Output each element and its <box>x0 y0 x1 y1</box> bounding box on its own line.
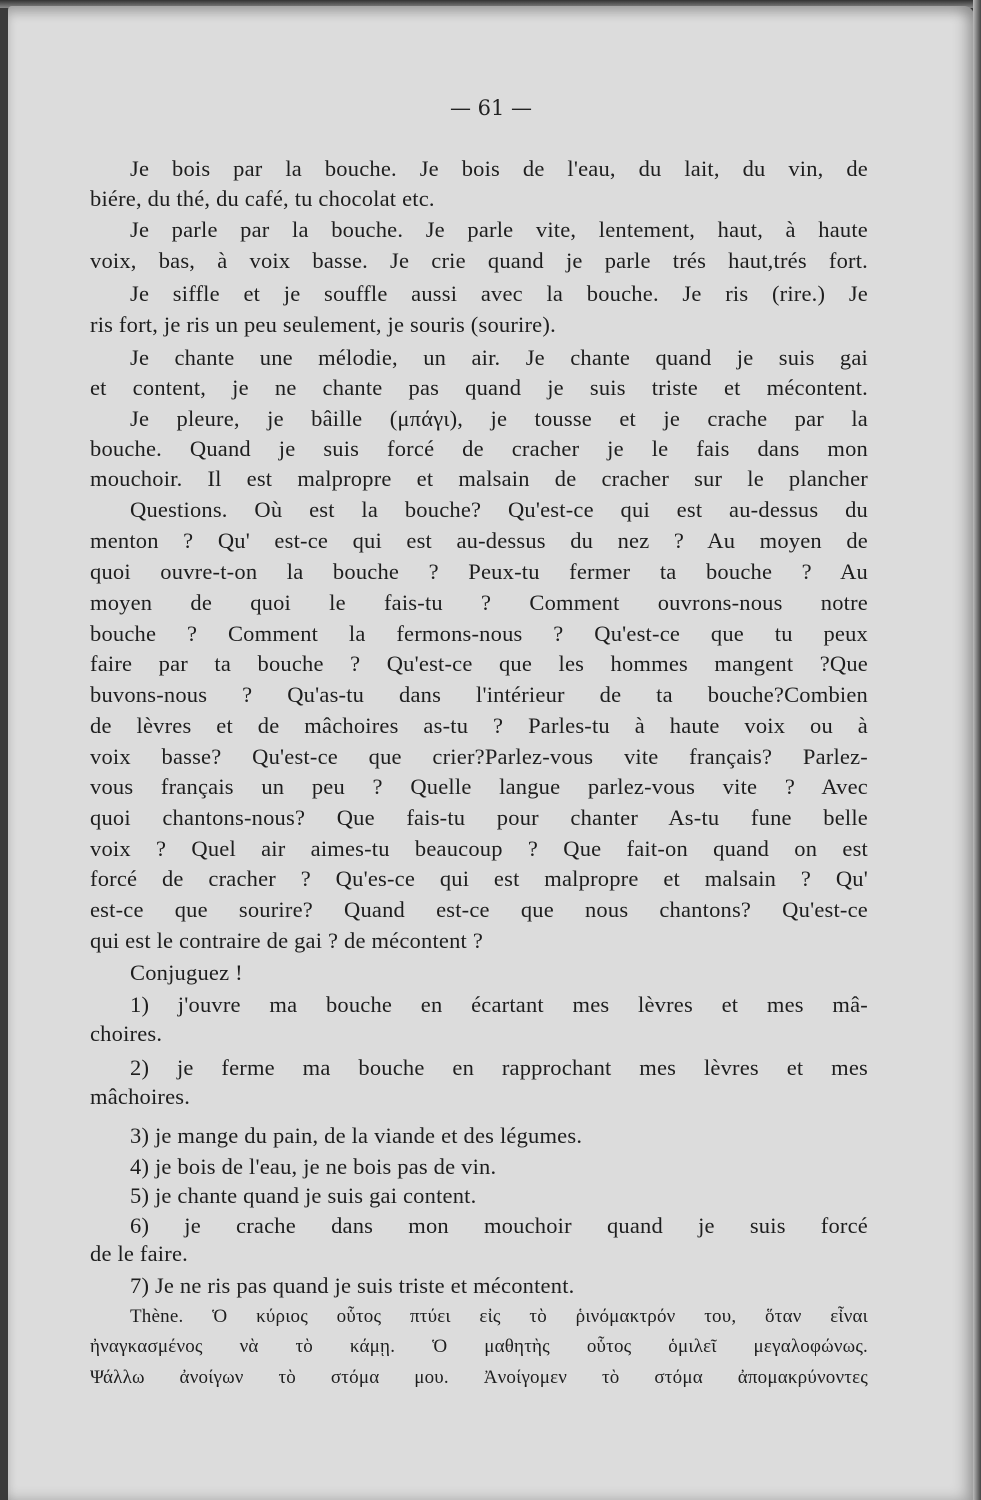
text-line: moyen de quoi le fais-tu ? Comment ouvrons-nous notre <box>90 590 868 615</box>
text-line: 2) je ferme ma bouche en rapprochant mes lèvres et mes <box>130 1055 868 1080</box>
text-line: mâchoires. <box>90 1084 191 1109</box>
text-line: Questions. Où est la bouche? Qu'est-ce qui est au-dessus du <box>130 497 868 522</box>
text-line: forcé de cracher ? Qu'es-ce qui est malpropre et malsain ? Qu' <box>90 866 868 891</box>
scan-right-edge <box>973 0 981 1500</box>
text-line: 6) je crache dans mon mouchoir quand je suis forcé <box>130 1213 868 1238</box>
text-line: de lèvres et de mâchoires as-tu ? Parles-tu à haute voix ou à <box>90 713 868 738</box>
text-line: ἠναγκασμένος νὰ τὸ κάμῃ. Ὁ μαθητὴς οὗτος ὁμιλεῖ μεγαλοφώνως. <box>90 1336 868 1357</box>
text-line: bouche ? Comment la fermons-nous ? Qu'est-ce que tu peux <box>90 621 868 646</box>
text-line: quoi ouvre-t-on la bouche ? Peux-tu fermer ta bouche ? Au <box>90 559 868 584</box>
book-page <box>8 6 974 1500</box>
text-line: Je bois par la bouche. Je bois de l'eau, du lait, du vin, de <box>130 156 868 181</box>
text-line: Je chante une mélodie, un air. Je chante quand je suis gai <box>130 345 868 370</box>
text-line: Thène. Ὁ κύριος οὗτος πτύει εἰς τὸ ῥινόμακτρόν του, ὅταν εἶναι <box>130 1306 868 1327</box>
text-line: 7) Je ne ris pas quand je suis triste et mécontent. <box>130 1273 575 1298</box>
text-line: Ψάλλω ἀνοίγων τὸ στόμα μου. Ἀνοίγομεν τὸ στόμα ἀπομακρύνοντες <box>90 1367 868 1388</box>
text-line: Conjuguez ! <box>130 960 243 985</box>
text-line: 4) je bois de l'eau, je ne bois pas de vin. <box>130 1154 497 1179</box>
text-line: Je pleure, je bâille (μπάγι), je tousse et je crache par la <box>130 406 868 431</box>
page-number: — 61 — <box>449 96 533 120</box>
text-line: 3) je mange du pain, de la viande et des légumes. <box>130 1123 583 1148</box>
text-line: buvons-nous ? Qu'as-tu dans l'intérieur de ta bouche?Combien <box>90 682 868 707</box>
text-line: quoi chantons-nous? Que fais-tu pour chanter As-tu fune belle <box>90 805 868 830</box>
text-line: bouche. Quand je suis forcé de cracher je le fais dans mon <box>90 436 868 461</box>
text-line: biére, du thé, du café, tu chocolat etc. <box>90 186 435 211</box>
text-line: et content, je ne chante pas quand je suis triste et mécontent. <box>90 375 868 400</box>
text-line: voix ? Quel air aimes-tu beaucoup ? Que fait-on quand on est <box>90 836 868 861</box>
text-line: de le faire. <box>90 1241 188 1266</box>
text-line: Je siffle et je souffle aussi avec la bouche. Je ris (rire.) Je <box>130 281 868 306</box>
text-line: mouchoir. Il est malpropre et malsain de cracher sur le plancher <box>90 466 868 491</box>
text-line: vous français un peu ? Quelle langue parlez-vous vite ? Avec <box>90 774 868 799</box>
text-line: menton ? Qu' est-ce qui est au-dessus du nez ? Au moyen de <box>90 528 868 553</box>
text-line: ris fort, je ris un peu seulement, je souris (sourire). <box>90 312 556 337</box>
text-line: Je parle par la bouche. Je parle vite, lentement, haut, à haute <box>130 217 868 242</box>
text-line: qui est le contraire de gai ? de mécontent ? <box>90 928 484 953</box>
text-line: 5) je chante quand je suis gai content. <box>130 1183 477 1208</box>
text-line: voix basse? Qu'est-ce que crier?Parlez-vous vite français? Parlez- <box>90 744 868 769</box>
text-line: voix, bas, à voix basse. Je crie quand je parle trés haut,trés fort. <box>90 248 868 273</box>
text-line: faire par ta bouche ? Qu'est-ce que les hommes mangent ?Que <box>90 651 868 676</box>
text-line: choires. <box>90 1021 163 1046</box>
text-line: est-ce que sourire? Quand est-ce que nous chantons? Qu'est-ce <box>90 897 868 922</box>
text-line: 1) j'ouvre ma bouche en écartant mes lèvres et mes mâ- <box>130 992 868 1017</box>
